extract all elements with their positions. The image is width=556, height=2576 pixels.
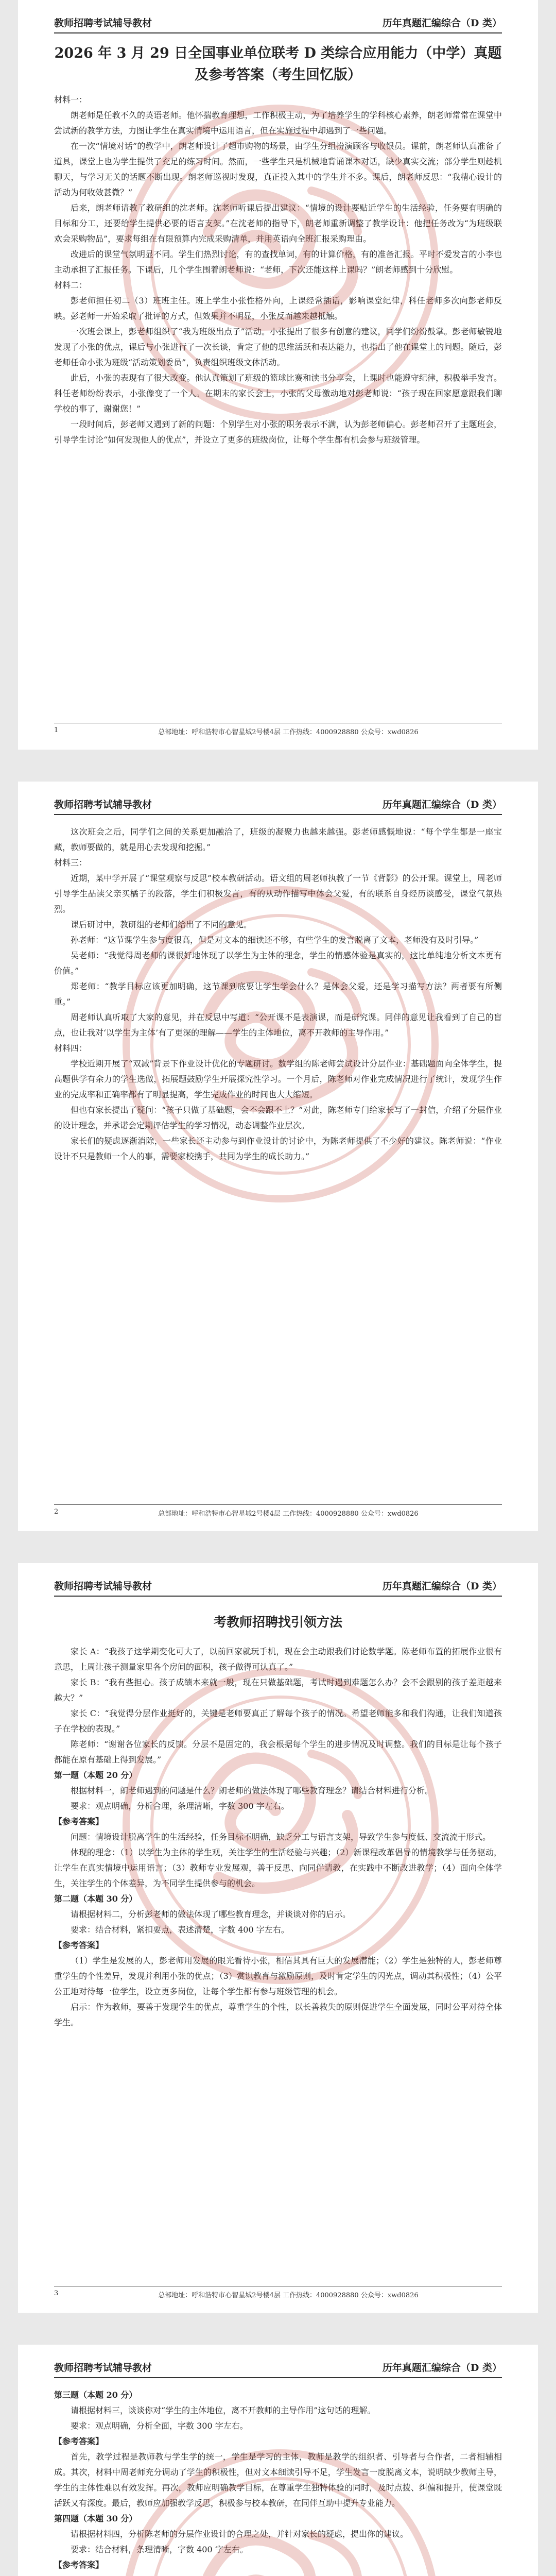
paragraph: 一段时间后，彭老师又遇到了新的问题：个别学生对小张的职务表示不满，认为彭老师偏心。彭老师召开了主题班会，引导学生讨论“如何发现他人的优点”，并设立了更多的班级岗位，让每个学生都有机会参与班级管理。 [54,419,502,445]
paragraph: 课后研讨中，教研组的老师们给出了不同的意见。 [71,920,252,929]
page-number: 2 [54,1508,59,1516]
paragraph: 家长们的疑虑逐渐消除，一些家长还主动参与到作业设计的讨论中，为陈老师提供了不少好的建议。陈老师说：“作业设计不只是教师一个人的事，需要家校携手，共同为学生的成长助力。” [54,1136,502,1161]
paragraph: 吴老师：“我觉得周老师的课很好地体现了以学生为主体的理念，学生的情感体验是真实的，这比单纯地分析文本更有价值。” [54,951,502,976]
paragraph: 彭老师担任初二（3）班班主任。班上学生小张性格外向，上课经常插话，影响课堂纪律，科任老师多次向彭老师反映。彭老师一开始采取了批评的方式，但效果并不明显，小张反而越来越抵触。 [54,295,502,321]
paragraph: 要求：观点明确，分析合理，条理清晰，字数 300 字左右。 [71,1801,289,1811]
page-header [54,797,502,815]
header-left: 教师招聘考试辅导教材 [54,18,152,29]
footer-text: 总部地址：呼和浩特市心智星城2号楼4层 工作热线：4000928880 公众号：xwd0826 [158,728,419,736]
paragraph [54,2573,502,2576]
paragraph: 此后，小张的表现有了很大改变。他认真策划了班级的篮球比赛和读书分享会，上课时也能遵守纪律，积极举手发言。科任老师纷纷表示，小张像变了一个人。在期末的家长会上，小张的父母激动地对彭老师说：“孩子现在回家愿意跟我们聊学校的事了，谢谢您！” [54,372,502,414]
header-right: 历年真题汇编综合（D 类） [382,799,502,810]
document-page-3 [18,1563,538,2313]
paragraph: 在一次“情境对话”的教学中，朗老师设计了超市购物的场景，由学生分组扮演顾客与收银员。课前，朗老师认真准备了道具，课堂上也为学生提供了充足的练习时间。然而，一些学生只是机械地背诵课本对话，缺少真实交流；部分学生则趁机聊天，与学习无关的话题不断出现。朗老师巡视时发现，真正投入其中的学生并不多。课后，朗老师反思：“我精心设计的活动为何收效甚微？” [54,141,502,197]
answer-heading: 【参考答案】 [54,2560,104,2570]
page-footer [54,723,502,736]
paragraph: 家长 A：“我孩子这学期变化可大了，以前回家就玩手机，现在会主动跟我们讨论数学题。陈老师布置的拓展作业很有意思，上周让孩子测量家里各个房间的面积，孩子做得可认真了。” [54,1647,502,1672]
header-left: 教师招聘考试辅导教材 [54,1581,152,1592]
paragraph: 改进后的课堂气氛明显不同。学生们热烈讨论，有的查找单词，有的计算价格，有的准备汇报。平时不爱发言的小李也主动承担了汇报任务。下课后，几个学生围着朗老师说：“老师，下次还能这样上课吗？”朗老师感到十分欣慰。 [54,249,502,275]
page-subtitle: 考教师招聘找引领方法 [213,1615,342,1630]
paragraph: 学校近期开展了“双减”背景下作业设计优化的专题研讨。数学组的陈老师尝试设计分层作业：基础题面向全体学生，提高题供学有余力的学生选做，拓展题鼓励学生开展探究性学习。一个月后，陈老师对作业完成情况进行了统计，发现学生作业的完成率和正确率都有了明显提高，学生完成作业的时间也大大缩短。 [54,1059,502,1099]
paragraph: 体现的理念：（1）以学生为主体的学生观，关注学生的生活经验与兴趣；（2）新课程改革倡导的情境教学与任务驱动，让学生在真实情境中运用语言；（3）教师专业发展观，善于反思、向同伴请教，在实践中不断改进教学；（4）面向全体学生，关注学生的个体差异，为不同学生提供参与的机会。 [54,1848,502,1888]
paragraph: 请根据材料四，分析陈老师的分层作业设计的合理之处，并针对家长的疑虑，提出你的建议。 [71,2529,409,2539]
paragraph: 郑老师：“教学目标应该更加明确，这节课到底要让学生学会什么？是体会父爱，还是学习描写方法？两者要有所侧重。” [54,981,502,1007]
paragraph: 朗老师是任教不久的英语老师。他怀揣教育理想，工作积极主动，为了培养学生的学科核心素养，朗老师常常在课堂中尝试新的教学方法，力图让学生在真实情境中运用语言，但在实施过程中却遇到了一些问题。 [54,110,502,135]
paragraph: 这次班会之后，同学们之间的关系更加融洽了，班级的凝聚力也越来越强。彭老师感慨地说：“每个学生都是一座宝藏，教师要做的，就是用心去发现和挖掘。” [54,827,502,852]
header-left: 教师招聘考试辅导教材 [54,799,152,810]
paragraph: 一次班会课上，彭老师组织了“我为班级出点子”活动。小张提出了很多有创意的建议，同学们纷纷鼓掌。彭老师敏锐地发现了小张的优点，课后与小张进行了一次长谈，肯定了他的思维活跃和表达能力，也指出了他在课堂上的问题。随后，彭老师任命小张为班级“活动策划委员”，负责组织班级文体活动。 [54,326,502,367]
paragraph: 材料一： [54,94,88,105]
answer-heading: 【参考答案】 [54,1940,104,1950]
paragraph: 请根据材料二，分析彭老师的做法体现了哪些教育理念，并谈谈对你的启示。 [71,1909,351,1919]
paragraph: 要求：观点明确，分析全面，字数 300 字左右。 [71,2421,248,2431]
question-heading: 第四题（本题 30 分） [54,2514,137,2523]
document-page-4 [18,2345,538,2576]
document-page-2 [18,782,538,1531]
paragraph: 要求：结合材料，条理清晰，字数 400 字左右。 [71,2545,248,2554]
paragraph: 要求：结合材料，紧扣要点，表述清楚，字数 400 字左右。 [71,1925,289,1935]
paragraph: 但也有家长提出了疑问：“孩子只做了基础题，会不会跟不上？”对此，陈老师专门给家长写了一封信，介绍了分层作业的设计理念，并承诺会定期评估学生的学习情况，动态调整作业层次。 [54,1105,502,1130]
question-heading: 第一题（本题 20 分） [54,1770,137,1780]
question-heading: 第三题（本题 20 分） [54,2390,137,2400]
page-footer [54,2286,502,2299]
page-footer [54,1504,502,1518]
paragraph: 请根据材料三，谈谈你对“学生的主体地位，离不开教师的主导作用”这句话的理解。 [71,2405,376,2415]
question-heading: 第二题（本题 30 分） [54,1894,137,1904]
paragraph: 家长 B：“我有些担心。孩子成绩本来就一般，现在只做基础题，考试时遇到难题怎么办？会不会跟别的孩子差距越来越大？” [54,1677,502,1703]
paragraph: 周老师认真听取了大家的意见，并在反思中写道：“公开课不是表演课，而是研究课。同伴的意见让我看到了自己的盲点，也让我对‘以学生为主体’有了更深的理解——学生的主体地位，离不开教师的主导作用。” [54,1012,502,1038]
paragraph: 启示：作为教师，要善于发现学生的优点，尊重学生的个性，以长善救失的原则促进学生全面发展，同时公平对待全体学生。 [54,2002,502,2027]
paragraph: 近期，某中学开展了“课堂观察与反思”校本教研活动。语文组的周老师执教了一节《背影》的公开课。课堂上，周老师引导学生品读父亲买橘子的段落，学生们积极发言，有的从动作描写中体会父爱，有的联系自身经历谈感受，课堂气氛热烈。 [54,873,502,914]
document-page-1 [18,0,538,750]
paragraph: 材料四： [54,1043,88,1053]
footer-text: 总部地址：呼和浩特市心智星城2号楼4层 工作热线：4000928880 公众号：xwd0826 [158,2292,419,2299]
page-title: 2026 年 3 月 29 日全国事业单位联考 D 类综合应用能力（中学）真题及参考答案（考生回忆版） [54,45,502,83]
paragraph: 家长 C：“我觉得分层作业挺好的，关键是老师要真正了解每个孩子的情况。希望老师能多和我们沟通，让我们知道孩子在学校的表现。” [54,1708,502,1734]
header-right: 历年真题汇编综合（D 类） [382,18,502,29]
paragraph: （1）学生是发展的人，彭老师用发展的眼光看待小张，相信其具有巨大的发展潜能；（2）学生是独特的人，彭老师尊重学生的个性差异，发现并利用小张的优点；（3）赏识教育与激励原则，及时肯定学生的闪光点，调动其积极性；（4）公平公正地对待每一位学生，设立更多岗位，让每个学生都有参与班级管理的机会。 [54,1956,502,1996]
footer-text: 总部地址：呼和浩特市心智星城2号楼4层 工作热线：4000928880 公众号：xwd0826 [158,1510,419,1518]
paragraph: 根据材料一，朗老师遇到的问题是什么？朗老师的做法体现了哪些教育理念？请结合材料进行分析。 [71,1786,433,1795]
page-header [54,1579,502,1597]
paragraph: 陈老师：“谢谢各位家长的反馈。分层不是固定的，我会根据每个学生的进步情况及时调整。我们的目标是让每个孩子都能在原有基础上得到发展。” [54,1739,502,1765]
page-header [54,15,502,33]
header-left: 教师招聘考试辅导教材 [54,2362,152,2374]
paragraph: 材料二： [54,280,88,290]
paragraph: 孙老师：“这节课学生参与度很高，但是对文本的细读还不够，有些学生的发言脱离了文本，老师没有及时引导。” [71,935,479,945]
header-right: 历年真题汇编综合（D 类） [382,2362,502,2374]
answer-heading: 【参考答案】 [54,1817,104,1826]
page-number: 1 [54,726,59,734]
page-header [54,2360,502,2378]
paragraph: 材料三： [54,858,88,868]
header-right: 历年真题汇编综合（D 类） [382,1581,502,1592]
paragraph: 首先，教学过程是教师教与学生学的统一，学生是学习的主体，教师是教学的组织者、引导者与合作者，二者相辅相成。其次，材料中周老师充分调动了学生的积极性，但对文本细读引导不足，学生发言一度脱离文本，说明缺少教师主导，学生的主体性难以有效发挥。再次，教师应明确教学目标，在尊重学生独特体验的同时，及时点拨、纠偏和提升，使课堂既活跃又有深度。最后，教师应加强教学反思，积极参与校本教研，在同伴互助中提升专业能力。 [54,2452,502,2508]
paragraph: 后来，朗老师请教了教研组的沈老师。沈老师听课后提出建议：“情境的设计要贴近学生的生活经验，任务要有明确的目标和分工，还要给学生提供必要的语言支架。”在沈老师的指导下，朗老师重新调整了教学设计：他把任务改为“为班级联欢会采购物品”，要求每组在有限预算内完成采购清单，并用英语向全班汇报采购理由。 [54,202,502,244]
page-number: 3 [54,2290,59,2297]
answer-heading: 【参考答案】 [54,2436,104,2446]
paragraph: 问题：情境设计脱离学生的生活经验，任务目标不明确，缺乏分工与语言支架，导致学生参与度低、交流流于形式。 [71,1832,491,1842]
